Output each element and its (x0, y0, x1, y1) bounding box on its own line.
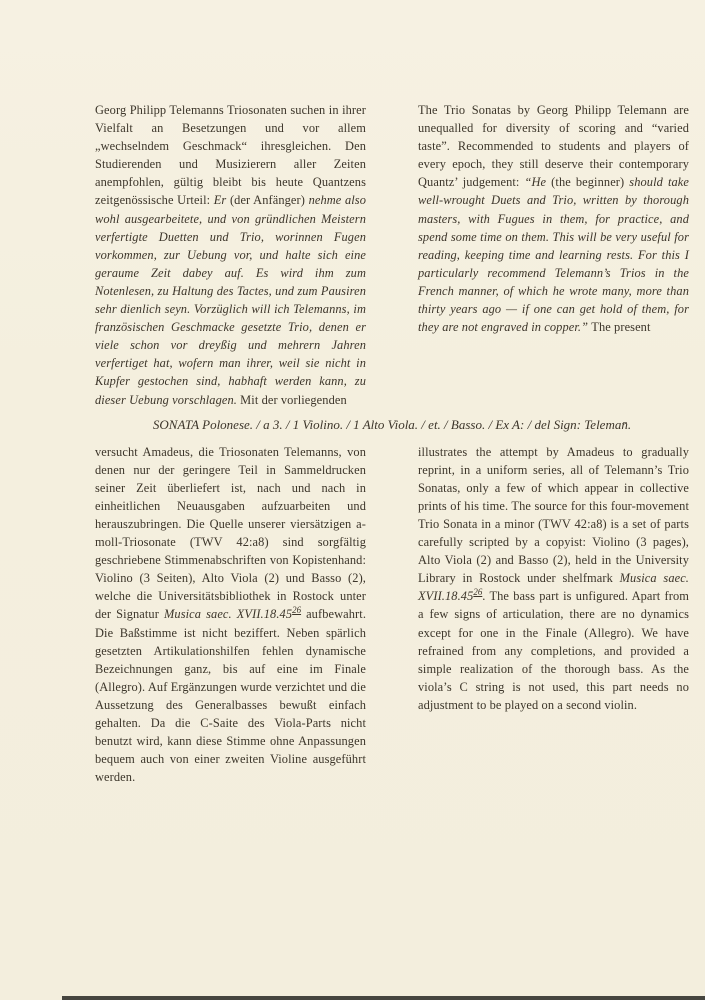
sonata-source-title-line: SONATA Polonese. / a 3. / 1 Violino. / 1 Alto Viola. / et. / Basso. / Ex A: / del Sign: Teleman̄. (152, 416, 632, 432)
scan-edge-shadow (62, 996, 705, 1000)
german-paragraph-lower: versucht Amadeus, die Triosonaten Telemanns, von denen nur der geringere Teil in Sammeldrucken seiner Zeit überliefert ist, nach und nach in einheitlichen Neuausgaben aufzuarbeiten und herauszubringen. Die Quelle unserer viersätzigen a-moll-Triosonate (TWV 42:a8) sind sorgfältig geschriebene Stimmenabschriften von Kopistenhand: Violino (3 Seiten), Alto Viola (2) und Basso (2), welche die Universitätsbibliothek in Rostock unter der Signatur Musica saec. XVII.18.45$^{26}$ aufbewahrt. Die Baßstimme ist nicht beziffert. Neben spärlich gesetzten Artikulationshilfen fehlen dynamische Bezeichnungen ganz, bis auf eine im Finale (Allegro). Auf Ergänzungen wurde verzichtet und die Aussetzung des Generalbasses bewußt einfach gehalten. Da die C-Saite des Viola-Parts nicht benutzt wird, kann diese Stimme ohne Anpassungen bequem auch von einer zweiten Violine ausgeführt werden. (95, 444, 367, 785)
preface-content (95, 101, 689, 786)
german-paragraph-upper: Georg Philipp Telemanns Triosonaten suchen in ihrer Vielfalt an Besetzungen und vor allem „wechselndem Geschmack“ ihresgleichen. Den Studierenden und Musizierern aller Zeiten anempfohlen, gültig bleibt bis heute Quantzens zeitgenössische Urteil: Er (der Anfänger) nehme also wohl ausgearbeitete, und von gründlichen Meistern verfertigte Duetten und Trio, worinnen Fugen vorkommen, zur Uebung vor, und halte sich eine geraume Zeit dabey auf. Es wird ihm zum Notenlesen, zu Haltung des Tactes, und zum Pausiren sehr dienlich seyn. Vorzüglich will ich Telemanns, im französischen Geschmacke gesetzte Trio, denen er viele schon vor dreyßig und mehrern Jahren verfertiget hat, wofern man ihrer, weil sie nicht in Kupfer gestochen sind, habhaft werden kann, zu dieser Uebung vorschlagen. Mit der vorliegenden (95, 103, 367, 407)
english-paragraph-upper: The Trio Sonatas by Georg Philipp Telemann are unequalled for diversity of scoring and “varied taste”. Recommended to students and players of every epoch, they still deserve their contemporary Quantz’ judgement: “He (the beginner) should take well-wrought Duets and Trio, written by thorough masters, with Fugues in them, for practice, and spend some time on them. This will be very useful for reading, keeping time and learning rests. For this I particularly recommend Telemann’s Trios in the French manner, of which he wrote many, more than thirty years ago — if one can get hold of them, for they are not engraved in copper.” The present (418, 103, 689, 335)
lower-text-block (95, 443, 689, 787)
upper-text-block (95, 101, 689, 409)
english-paragraph-lower: illustrates the attempt by Amadeus to gradually reprint, in a uniform series, all of Telemann’s Trio Sonatas, only a few of which appear in collective prints of his time. The source for this four-movement Trio Sonata in a minor (TWV 42:a8) is a set of parts carefully scripted by a copyist: Violino (3 pages), Alto Viola (2) and Basso (2), held in the University Library in Rostock under shelfmark Musica saec. XVII.18.45$^{26}$. The bass part is unfigured. Apart from a few signs of articulation, there are no dynamics except for one in the Finale (Allegro). We have refrained from any completions, and provided a simple realization of the thorough bass. As the viola’s C string is not used, this part needs no adjustment to be played on a second violin. (418, 444, 690, 712)
